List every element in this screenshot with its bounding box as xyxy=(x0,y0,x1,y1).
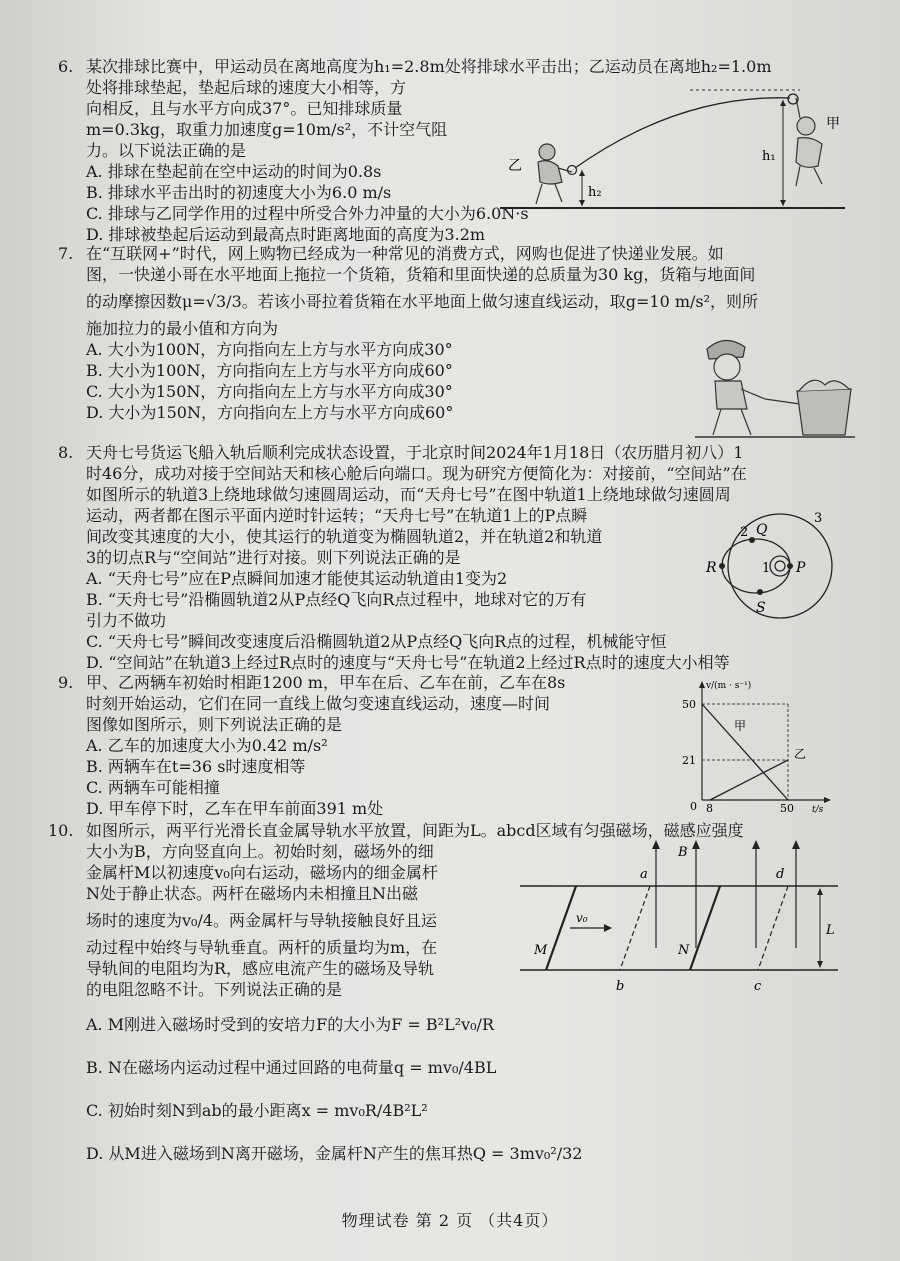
question-text-line: 施加拉力的最小值和方向为 xyxy=(86,319,279,338)
tick-21-y: 21 xyxy=(682,754,696,767)
point-S-label: S xyxy=(756,600,766,616)
option-a: A. M刚进入磁场时受到的安培力F的大小为F = B²L²v₀/R xyxy=(86,1015,494,1034)
volleyball-figure xyxy=(500,86,845,216)
option-d: D. 从M进入磁场到N离开磁场，金属杆N产生的焦耳热Q = 3mv₀²/32 xyxy=(86,1144,583,1163)
ball-icon xyxy=(568,166,577,175)
point-a-label: a xyxy=(640,867,648,882)
option-d: D. 大小为150N，方向指向左上方与水平方向成60° xyxy=(86,403,454,422)
option-b: B. 排球水平击出时的初速度大小为6.0 m/s xyxy=(86,183,392,202)
option-a: A. 排球在垫起前在空中运动的时间为0.8s xyxy=(86,162,382,181)
point-Q-label: Q xyxy=(756,522,768,538)
rails-figure xyxy=(520,838,850,996)
question-text-line: m=0.3kg，取重力加速度g=10m/s²，不计空气阻 xyxy=(86,120,448,139)
option-a: A. 大小为100N，方向指向左上方与水平方向成30° xyxy=(86,340,453,359)
v0-label: v₀ xyxy=(576,911,588,925)
question-text-line: 的动摩擦因数μ=√3/3。若该小哥拉着货箱在水平地面上做匀速直线运动，取g=10 m/s²，则所 xyxy=(86,292,759,311)
question-number: 6. xyxy=(58,57,74,76)
question-9 xyxy=(58,672,698,819)
tick-8-x: 8 xyxy=(706,802,713,815)
point-b-label: b xyxy=(616,979,625,994)
question-text-line: 某次排球比赛中，甲运动员在离地高度为h₁=2.8m处将排球水平击出；乙运动员在离地h₂=1.0m xyxy=(86,57,772,76)
question-text-line: 在“互联网+”时代，网上购物已经成为一种常见的消费方式，网购也促进了快递业发展。如 xyxy=(86,244,724,263)
h1-label: h₁ xyxy=(762,149,776,164)
point-P-label: P xyxy=(796,560,806,576)
option-d: D. 甲车停下时，乙车在甲车前面391 m处 xyxy=(86,799,384,818)
h2-label: h₂ xyxy=(588,185,602,200)
question-text-line: 导轨间的电阻均为R，感应电流产生的磁场及导轨 xyxy=(86,959,435,978)
option-b: B. 大小为100N，方向指向左上方与水平方向成60° xyxy=(86,361,453,380)
option-c: C. 大小为150N，方向指向左上方与水平方向成30° xyxy=(86,382,453,401)
option-d: D. 排球被垫起后运动到最高点时距离地面的高度为3.2m xyxy=(86,225,486,244)
L-label: L xyxy=(826,923,835,938)
option-b: B. “天舟七号”沿椭圆轨道2从P点经Q飞向R点过程中，地球对它的万有 xyxy=(86,590,587,609)
question-number: 9. xyxy=(58,673,74,692)
orbit-3-label: 3 xyxy=(814,511,823,526)
option-b: B. 两辆车在t=36 s时速度相等 xyxy=(86,757,306,776)
option-a: A. 乙车的加速度大小为0.42 m/s² xyxy=(86,736,328,755)
page-footer: 物理试卷 第 2 页 （共4页） xyxy=(341,1211,559,1230)
question-number: 8. xyxy=(58,443,74,462)
question-text-line: 如图所示，两平行光滑长直金属导轨水平放置，间距为L。abcd区域有匀强磁场，磁感应强度 xyxy=(86,821,744,840)
jia-label: 甲 xyxy=(826,116,840,132)
question-text-line: N处于静止状态。两杆在磁场内未相撞且N出磁 xyxy=(86,884,419,903)
yi-label: 乙 xyxy=(508,158,522,174)
line-yi xyxy=(710,760,788,800)
player-jia-icon xyxy=(796,98,822,186)
option-c: C. “天舟七号”瞬间改变速度后沿椭圆轨道2从P点经Q飞向R点的过程，机械能守恒 xyxy=(86,632,667,651)
orbit-1-label: 1 xyxy=(762,561,771,576)
question-text-line: 运动，两者都在图示平面内逆时针运转；“天舟七号”在轨道1上的P点瞬 xyxy=(86,506,588,525)
courier-icon xyxy=(707,340,765,435)
rod-M-label: M xyxy=(534,943,548,958)
tick-50-y: 50 xyxy=(682,698,696,711)
option-b: B. N在磁场内运动过程中通过回路的电荷量q = mv₀/4BL xyxy=(86,1058,497,1077)
option-b-cont: 引力不做功 xyxy=(86,611,167,630)
y-axis-label: v/(m · s⁻¹) xyxy=(706,681,752,691)
question-text-line: 图，一快递小哥在水平地面上拖拉一个货箱，货箱和里面快递的总质量为30 kg，货箱与地面间 xyxy=(86,265,756,284)
option-a: A. “天舟七号”应在P点瞬间加速才能使其运动轨道由1变为2 xyxy=(86,569,508,588)
option-c: C. 两辆车可能相撞 xyxy=(86,778,220,797)
question-text-line: 甲、乙两辆车初始时相距1200 m，甲车在后、乙车在前，乙车在8s xyxy=(86,673,566,692)
question-text-line: 时刻开始运动，它们在同一直线上做匀变速直线运动，速度—时间 xyxy=(86,694,551,713)
jia-label: 甲 xyxy=(734,719,747,733)
question-text-line: 3的切点R与“空间站”进行对接。则下列说法正确的是 xyxy=(86,548,461,567)
tick-50-x: 50 xyxy=(780,802,794,815)
question-text-line: 金属杆M以初速度v₀向右运动，磁场内的细金属杆 xyxy=(86,863,438,882)
yi-label: 乙 xyxy=(794,747,807,761)
question-number: 7. xyxy=(58,244,74,263)
orbit-figure xyxy=(700,508,860,620)
question-text-line: 动过程中始终与导轨垂直。两杆的质量均为m，在 xyxy=(86,938,438,957)
point-d-label: d xyxy=(776,867,785,882)
question-text-line: 处将排球垫起，垫起后球的速度大小相等，方 xyxy=(86,78,407,97)
option-c: C. 初始时刻N到ab的最小距离x = mv₀R/4B²L² xyxy=(86,1101,428,1120)
question-text-line: 力。以下说法正确的是 xyxy=(86,141,247,160)
question-text-line: 向相反，且与水平方向成37°。已知排球质量 xyxy=(86,99,403,118)
rod-N-label: N xyxy=(678,943,690,958)
B-label: B xyxy=(678,845,688,860)
tick-0: 0 xyxy=(690,800,697,813)
question-text-line: 天舟七号货运飞船入轨后顺利完成状态设置，于北京时间2024年1月18日（农历腊月初八）1 xyxy=(86,443,744,462)
x-axis-label: t/s xyxy=(812,805,824,815)
point-R-label: R xyxy=(706,560,717,576)
vt-graph-figure xyxy=(676,676,836,816)
cargo-box-icon xyxy=(797,380,851,435)
question-text-line: 间改变其速度的大小，使其运行的轨道变为椭圆轨道2，并在轨道2和轨道 xyxy=(86,527,603,546)
orbit-2 xyxy=(722,539,790,593)
orbit-2-label: 2 xyxy=(740,525,749,540)
question-text-line: 图像如图所示，则下列说法正确的是 xyxy=(86,715,343,734)
earth-icon xyxy=(775,561,785,571)
question-text-line: 大小为B，方向竖直向上。初始时刻，磁场外的细 xyxy=(86,842,434,861)
point-c-label: c xyxy=(754,979,762,994)
courier-figure xyxy=(695,333,855,443)
option-d: D. “空间站”在轨道3上经过R点时的速度与“天舟七号”在轨道2上经过R点时的速度大小相等 xyxy=(86,653,730,672)
question-text-line: 如图所示的轨道3上绕地球做匀速圆周运动，而“天舟七号”在图中轨道1上绕地球做匀速圆周 xyxy=(86,485,731,504)
option-c: C. 排球与乙同学作用的过程中所受合外力冲量的大小为6.0N·s xyxy=(86,204,529,223)
question-text-line: 时46分，成功对接于空间站天和核心舱后向端口。现为研究方便简化为：对接前，“空间站”在 xyxy=(86,464,747,483)
rod-N xyxy=(690,886,720,970)
question-text-line: 场时的速度为v₀/4。两金属杆与导轨接触良好且运 xyxy=(86,911,438,930)
question-number: 10. xyxy=(48,821,74,840)
question-text-line: 的电阻忽略不计。下列说法正确的是 xyxy=(86,980,343,999)
player-yi-icon xyxy=(536,144,572,204)
